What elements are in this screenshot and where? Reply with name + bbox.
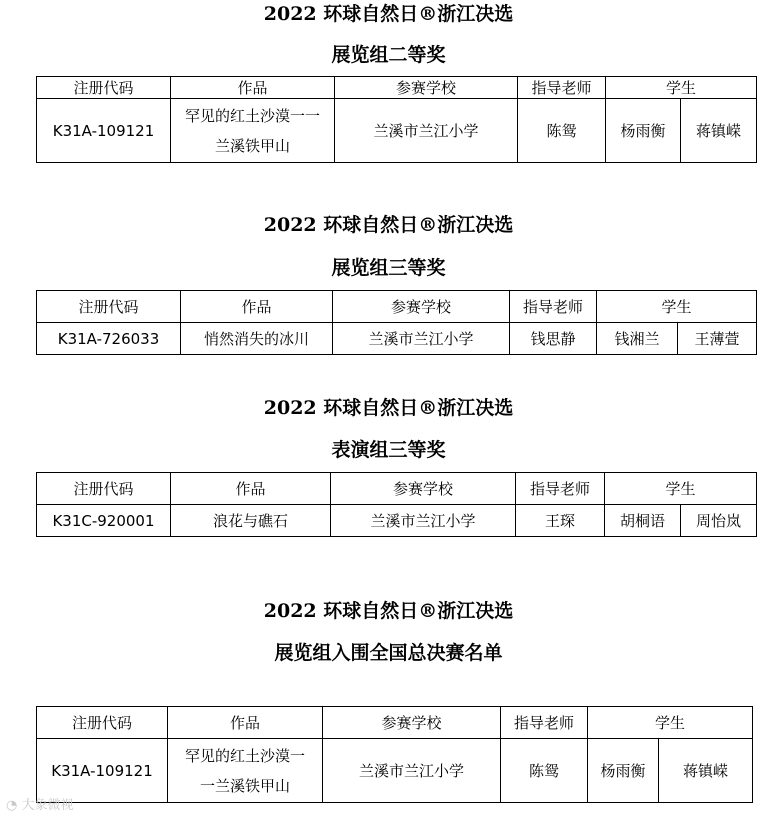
section-2-table bbox=[36, 290, 757, 355]
header-code: 注册代码 bbox=[37, 77, 171, 99]
header-school: 参赛学校 bbox=[335, 77, 518, 99]
cell-school: 兰溪市兰江小学 bbox=[333, 323, 510, 355]
cell-student-2: 蒋镇嵘 bbox=[659, 739, 753, 803]
section-3-subtitle: 表演组三等奖 bbox=[331, 439, 446, 461]
cell-work-line1: 罕见的红土沙漠一一 bbox=[184, 106, 320, 125]
cell-teacher: 陈鸳 bbox=[501, 739, 588, 803]
header-teacher: 指导老师 bbox=[516, 473, 605, 505]
cell-teacher: 王琛 bbox=[516, 505, 605, 537]
header-code: 注册代码 bbox=[37, 473, 171, 505]
section-3-table bbox=[36, 472, 757, 537]
cell-code: K31C-920001 bbox=[37, 505, 171, 537]
header-students: 学生 bbox=[605, 473, 757, 505]
section-2-title: 2022 环球自然日®浙江决选 bbox=[263, 214, 514, 236]
cell-code: K31A-109121 bbox=[37, 99, 171, 163]
table-row bbox=[37, 99, 757, 163]
cell-school: 兰溪市兰江小学 bbox=[335, 99, 518, 163]
section-4-table bbox=[36, 706, 753, 803]
table-row bbox=[37, 739, 753, 803]
table-row bbox=[37, 323, 757, 355]
header-code: 注册代码 bbox=[37, 707, 168, 739]
watermark bbox=[6, 794, 74, 813]
header-school: 参赛学校 bbox=[331, 473, 516, 505]
header-teacher: 指导老师 bbox=[501, 707, 588, 739]
section-2-subtitle: 展览组三等奖 bbox=[331, 257, 446, 279]
header-work: 作品 bbox=[171, 473, 331, 505]
cell-student-1: 杨雨衡 bbox=[588, 739, 659, 803]
header-students: 学生 bbox=[606, 77, 757, 99]
cell-student-1: 钱湘兰 bbox=[597, 323, 678, 355]
header-school: 参赛学校 bbox=[333, 291, 510, 323]
header-work: 作品 bbox=[171, 77, 335, 99]
header-school: 参赛学校 bbox=[323, 707, 501, 739]
cell-code: K31A-109121 bbox=[37, 739, 168, 803]
cell-work: 浪花与礁石 bbox=[171, 505, 331, 537]
cell-student-1: 杨雨衡 bbox=[606, 99, 681, 163]
watermark-text: 大象微视 bbox=[21, 798, 74, 813]
cell-work-line1: 罕见的红土沙漠一 bbox=[184, 746, 305, 765]
header-students: 学生 bbox=[597, 291, 757, 323]
section-4-subtitle: 展览组入围全国总决赛名单 bbox=[274, 642, 503, 664]
section-1-table bbox=[36, 76, 757, 163]
cell-work-line2: 兰溪铁甲山 bbox=[214, 136, 290, 155]
header-code: 注册代码 bbox=[37, 291, 181, 323]
header-teacher: 指导老师 bbox=[518, 77, 606, 99]
header-students: 学生 bbox=[588, 707, 753, 739]
header-work: 作品 bbox=[168, 707, 323, 739]
watermark-logo-icon: ◔ bbox=[6, 798, 18, 813]
section-1-subtitle: 展览组二等奖 bbox=[331, 44, 446, 66]
cell-student-2: 王薄萱 bbox=[678, 323, 757, 355]
cell-teacher: 陈鸳 bbox=[518, 99, 606, 163]
cell-student-2: 蒋镇嵘 bbox=[681, 99, 757, 163]
section-3-title: 2022 环球自然日®浙江决选 bbox=[263, 397, 514, 419]
section-1-title: 2022 环球自然日®浙江决选 bbox=[263, 3, 514, 25]
cell-work bbox=[168, 739, 323, 803]
section-4-title: 2022 环球自然日®浙江决选 bbox=[263, 600, 514, 622]
header-teacher: 指导老师 bbox=[510, 291, 597, 323]
header-work: 作品 bbox=[181, 291, 333, 323]
cell-school: 兰溪市兰江小学 bbox=[323, 739, 501, 803]
cell-school: 兰溪市兰江小学 bbox=[331, 505, 516, 537]
cell-work: 悄然消失的冰川 bbox=[181, 323, 333, 355]
table-row bbox=[37, 505, 757, 537]
cell-code: K31A-726033 bbox=[37, 323, 181, 355]
cell-work-line2: 一兰溪铁甲山 bbox=[199, 776, 290, 795]
cell-student-2: 周怡岚 bbox=[681, 505, 757, 537]
cell-work bbox=[171, 99, 335, 163]
cell-teacher: 钱思静 bbox=[510, 323, 597, 355]
cell-student-1: 胡桐语 bbox=[605, 505, 681, 537]
